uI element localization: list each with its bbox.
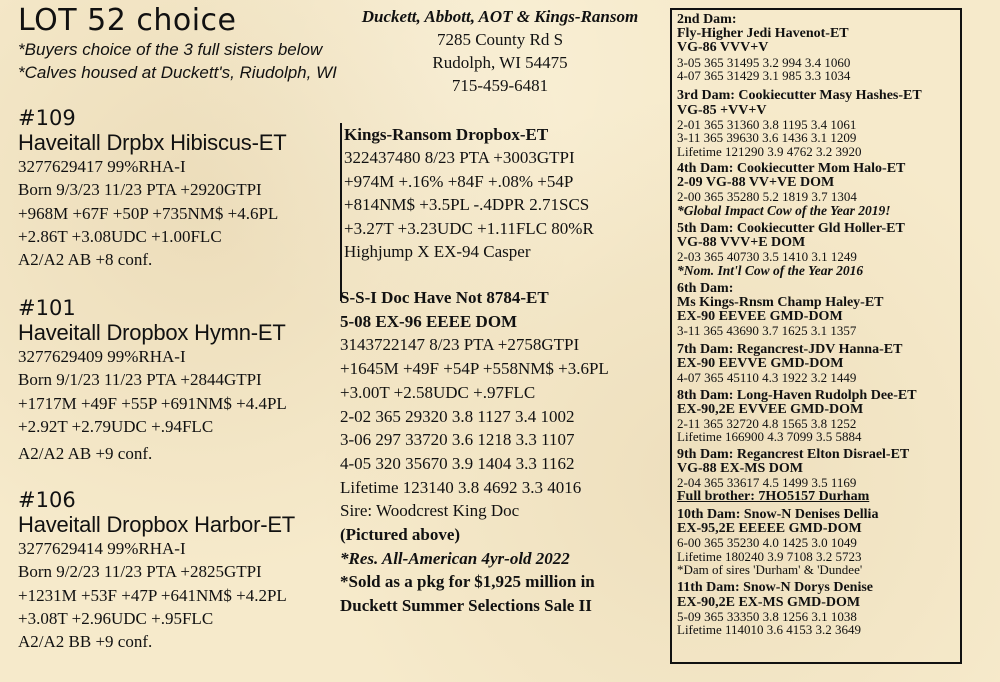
pedigree-record: Lifetime 114010 3.6 4153 3.2 3649 (677, 622, 862, 638)
animal-born-line: Born 9/3/23 11/23 PTA +2920GTPI (18, 180, 262, 200)
sire-block (340, 123, 669, 301)
pedigree-heading: 6th Dam: (677, 280, 734, 296)
animal-pta-line: +1717M +49F +55P +691NM$ +4.4PL (18, 393, 287, 413)
pedigree-heading: Fly-Higher Jedi Havenot-ET (677, 26, 849, 42)
dam-sire-line: Sire: Woodcrest King Doc (340, 501, 520, 521)
pedigree-heading: VG-85 +VV+V (677, 102, 767, 118)
dam-honor: *Res. All-American 4yr-old 2022 (340, 548, 570, 568)
animal-number: #109 (18, 106, 76, 130)
pedigree-heading: VG-88 EX-MS DOM (677, 460, 803, 476)
pedigree-note: *Dam of sires 'Durham' & 'Dundee' (677, 561, 863, 577)
pedigree-record: 4-07 365 45110 4.3 1922 3.2 1449 (677, 370, 857, 386)
pedigree-entry-7th-dam (677, 343, 960, 385)
sire-line: +3.27T +3.23UDC +1.11FLC 80%R (344, 218, 594, 238)
lot-subline-1: *Buyers choice of the 3 full sisters below (18, 40, 323, 59)
sire-line: 322437480 8/23 PTA +3003GTPI (344, 148, 575, 167)
seller-phone: 715-459-6481 (451, 76, 549, 95)
animal-id-line: 3277629409 99%RHA-I (18, 347, 186, 366)
pedigree-record: 2-01 365 31360 3.8 1195 3.4 1061 (677, 116, 857, 132)
animal-id-line: 3277629417 99%RHA-I (18, 157, 186, 176)
pedigree-record: 3-11 365 39630 3.6 1436 3.1 1209 (677, 130, 857, 146)
dam-record-line: 2-02 365 29320 3.8 1127 3.4 1002 (340, 406, 575, 426)
animal-name: Haveitall Drpbx Hibiscus-ET (18, 130, 287, 155)
animal-genetics-line: A2/A2 AB +8 conf. (18, 250, 153, 270)
animal-genetics-line: A2/A2 BB +9 conf. (18, 632, 153, 652)
pedigree-heading: EX-95,2E EEEEE GMD-DOM (677, 520, 862, 536)
pedigree-entry-10th-dam (677, 508, 960, 577)
pedigree-heading: 11th Dam: Snow-N Dorys Denise (677, 580, 873, 596)
pedigree-entry-6th-dam (677, 282, 960, 338)
animal-born-line: Born 9/1/23 11/23 PTA +2844GTPI (18, 370, 262, 390)
pedigree-heading: VG-86 VVV+V (677, 40, 769, 56)
animal-genetics-line: A2/A2 AB +9 conf. (18, 444, 153, 464)
dam-line: 3143722147 8/23 PTA +2758GTPI (340, 335, 580, 355)
pedigree-record: 2-03 365 40730 3.5 1410 3.1 1249 (677, 249, 857, 265)
sire-line: +974M +.16% +84F +.08% +54P (344, 171, 574, 191)
lot-subline-2: *Calves housed at Duckett's, Riudolph, WI (18, 63, 337, 82)
animal-pta-line: +968M +67F +50P +735NM$ +4.6PL (18, 203, 279, 223)
pedigree-record: 6-00 365 35230 4.0 1425 3.0 1049 (677, 535, 857, 551)
animal-card-106 (18, 488, 338, 653)
pedigree-heading: VG-88 VVV+E DOM (677, 235, 806, 251)
pedigree-heading: 9th Dam: Regancrest Elton Disrael-ET (677, 446, 910, 462)
animal-name: Haveitall Dropbox Harbor-ET (18, 512, 296, 537)
animal-card-101 (18, 296, 338, 465)
lot-title: LOT 52 choice (18, 3, 237, 38)
animal-name: Haveitall Dropbox Hymn-ET (18, 320, 286, 345)
pedigree-record: 2-04 365 33617 4.5 1499 3.5 1169 (677, 475, 857, 491)
pedigree-record: 5-09 365 33350 3.8 1256 3.1 1038 (677, 608, 857, 624)
animal-id-line: 3277629414 99%RHA-I (18, 539, 186, 558)
pedigree-heading: 4th Dam: Cookiecutter Mom Halo-ET (677, 161, 906, 177)
sire-line: +814NM$ +3.5PL -.4DPR 2.71SCS (344, 195, 590, 214)
pedigree-note: *Nom. Int'l Cow of the Year 2016 (677, 262, 864, 278)
dam-line: +3.00T +2.58UDC +.97FLC (340, 382, 536, 402)
pedigree-heading: 3rd Dam: Cookiecutter Masy Hashes-ET (677, 88, 922, 104)
pedigree-record: 3-11 365 43690 3.7 1625 3.1 1357 (677, 323, 857, 339)
pedigree-record: Lifetime 166900 4.3 7099 3.5 5884 (677, 429, 862, 445)
pedigree-full-brother: Full brother: 7HO5157 Durham (677, 488, 870, 504)
dam-block (340, 286, 665, 618)
pedigree-heading: 8th Dam: Long-Haven Rudolph Dee-ET (677, 387, 917, 403)
pedigree-heading: 10th Dam: Snow-N Denises Dellia (677, 506, 879, 522)
pedigree-entry-5th-dam (677, 222, 960, 278)
seller-name: Duckett, Abbott, AOT & Kings-Ransom (361, 7, 639, 26)
pedigree-heading: 5th Dam: Cookiecutter Gld Holler-ET (677, 220, 905, 236)
pedigree-note: *Global Impact Cow of the Year 2019! (677, 202, 891, 218)
seller-block (340, 6, 660, 97)
pedigree-record: Lifetime 180240 3.9 7108 3.2 5723 (677, 548, 862, 564)
animal-type-line: +2.92T +2.79UDC +.94FLC (18, 416, 214, 436)
pedigree-entry-3rd-dam (677, 89, 960, 158)
sire-line: Highjump X EX-94 Casper (344, 242, 531, 261)
pedigree-record: 2-11 365 32720 4.8 1565 3.8 1252 (677, 415, 857, 431)
pedigree-entry-2nd-dam (677, 13, 960, 82)
pedigree-heading: EX-90 EEVVE GMD-DOM (677, 355, 844, 371)
dam-pictured: (Pictured above) (340, 525, 461, 545)
pedigree-record: Lifetime 121290 3.9 4762 3.2 3920 (677, 143, 862, 159)
pedigree-heading: 2-09 VG-88 VV+VE DOM (677, 175, 835, 191)
pedigree-record: 4-07 365 31429 3.1 985 3.3 1034 (677, 68, 851, 84)
dam-sold-line-1: *Sold as a pkg for $1,925 million in (340, 572, 595, 592)
animal-born-line: Born 9/2/23 11/23 PTA +2825GTPI (18, 562, 262, 582)
seller-address: 7285 County Rd S (436, 30, 564, 49)
animal-card-109 (18, 106, 338, 271)
pedigree-heading: Ms Kings-Rnsm Champ Haley-ET (677, 294, 884, 310)
dam-classification: 5-08 EX-96 EEEE DOM (340, 311, 518, 331)
animal-pta-line: +1231M +53F +47P +641NM$ +4.2PL (18, 585, 287, 605)
pedigree-heading: EX-90 EEVEE GMD-DOM (677, 309, 843, 325)
animal-number: #101 (18, 296, 76, 320)
pedigree-heading: 2nd Dam: (677, 12, 737, 27)
sire-name: Kings-Ransom Dropbox-ET (344, 125, 549, 144)
animal-type-line: +3.08T +2.96UDC +.95FLC (18, 608, 214, 628)
pedigree-record: 2-00 365 35280 5.2 1819 3.7 1304 (677, 189, 857, 205)
seller-city: Rudolph, WI 54475 (432, 53, 568, 72)
pedigree-entry-8th-dam (677, 389, 960, 444)
pedigree-entry-9th-dam (677, 448, 960, 504)
pedigree-entry-4th-dam (677, 162, 960, 218)
dam-name: S-S-I Doc Have Not 8784-ET (340, 288, 549, 307)
pedigree-heading: EX-90,2E EX-MS GMD-DOM (677, 594, 861, 610)
dam-record-line: 3-06 297 33720 3.6 1218 3.3 1107 (340, 430, 575, 450)
dam-lifetime-line: Lifetime 123140 3.8 4692 3.3 4016 (340, 477, 582, 497)
animal-type-line: +2.86T +3.08UDC +1.00FLC (18, 226, 222, 246)
pedigree-heading: 7th Dam: Regancrest-JDV Hanna-ET (677, 341, 903, 357)
pedigree-entry-11th-dam (677, 581, 960, 636)
pedigree-heading: EX-90,2E EVVEE GMD-DOM (677, 401, 864, 417)
pedigree-record: 3-05 365 31495 3.2 994 3.4 1060 (677, 54, 851, 70)
dam-line: +1645M +49F +54P +558NM$ +3.6PL (340, 359, 609, 379)
dam-sold-line-2: Duckett Summer Selections Sale II (340, 596, 592, 616)
dam-record-line: 4-05 320 35670 3.9 1404 3.3 1162 (340, 453, 575, 473)
animal-number: #106 (18, 488, 76, 512)
pedigree-box (670, 8, 962, 664)
